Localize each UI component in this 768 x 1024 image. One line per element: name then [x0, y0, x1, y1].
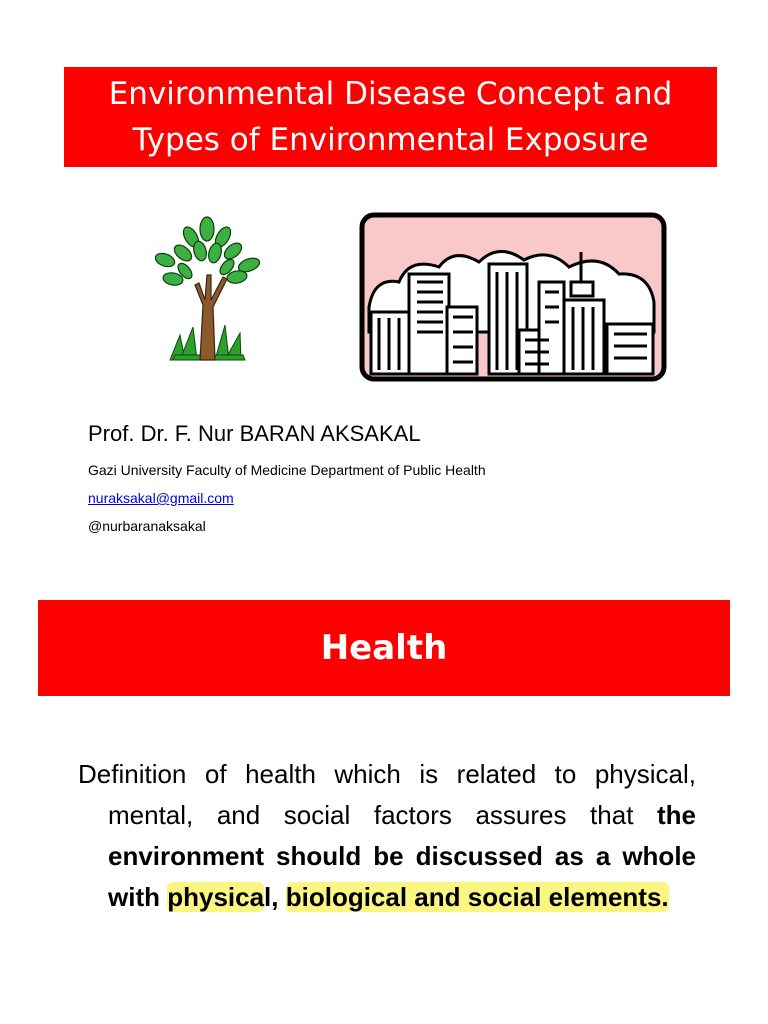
paragraph-bold-text-2: l,	[264, 882, 279, 912]
author-handle: @nurbaranaksakal	[88, 518, 206, 534]
section-heading: Health	[38, 600, 730, 696]
author-email-link[interactable]: nuraksakal@gmail.com	[88, 490, 234, 506]
paragraph-highlight-1: physica	[167, 882, 265, 912]
tree-illustration	[145, 215, 269, 363]
title-banner	[64, 67, 717, 167]
author-affiliation: Gazi University Faculty of Medicine Department of Public Health	[88, 462, 486, 478]
paragraph-bold-text: the environment should be discussed as a whole with	[108, 800, 696, 912]
paragraph-highlight-2: biological and social elements.	[285, 882, 669, 912]
paragraph-text: Definition of health which is related to physical, mental, and social factors assures that	[78, 759, 696, 830]
title-line-1: Environmental Disease Concept and	[108, 76, 673, 112]
title-line-2: Types of Environmental Exposure	[132, 122, 649, 158]
author-name: Prof. Dr. F. Nur BARAN AKSAKAL	[88, 421, 421, 446]
health-definition-paragraph	[78, 754, 696, 918]
city-skyline-illustration	[359, 212, 667, 382]
